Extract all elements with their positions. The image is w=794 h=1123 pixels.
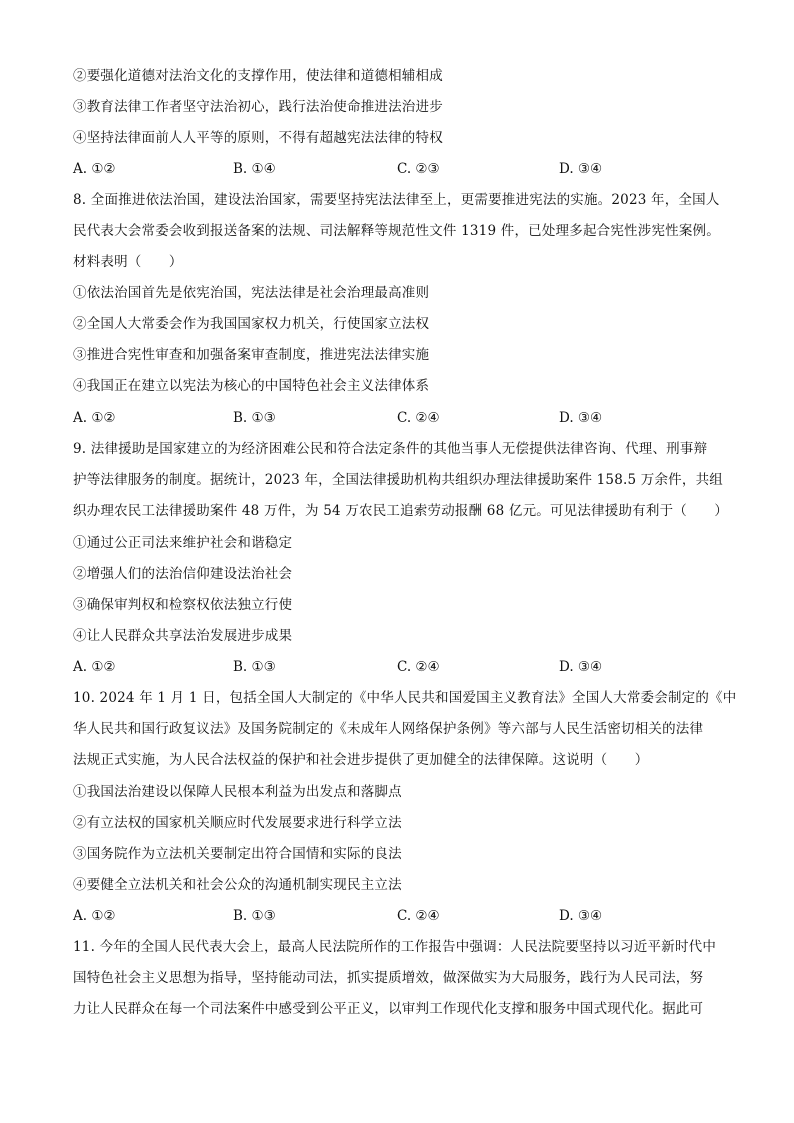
q10-item-1: ①我国法治建设以保障人民根本利益为出发点和落脚点 bbox=[73, 784, 402, 800]
q10-option-a: A. ①② bbox=[73, 908, 116, 924]
q11-stem-line-3: 力让人民群众在每一个司法案件中感受到公平正义，以审判工作现代化支撑和服务中国式现代化。据此可 bbox=[73, 1001, 704, 1017]
q7-item-3: ③教育法律工作者坚守法治初心，践行法治使命推进法治进步 bbox=[73, 99, 443, 115]
q10-options bbox=[73, 906, 733, 926]
q9-item-1: ①通过公正司法来维护社会和谐稳定 bbox=[73, 535, 293, 551]
q9-item-2: ②增强人们的法治信仰建设法治社会 bbox=[73, 566, 293, 582]
q7-item-4: ④坚持法律面前人人平等的原则，不得有超越宪法法律的特权 bbox=[73, 130, 443, 146]
q7-option-c: C. ②③ bbox=[397, 161, 440, 177]
q9-option-c: C. ②④ bbox=[397, 659, 440, 675]
q10-item-2: ②有立法权的国家机关顺应时代发展要求进行科学立法 bbox=[73, 815, 402, 831]
q7-option-b: B. ①④ bbox=[233, 161, 276, 177]
q8-item-1: ①依法治国首先是依宪治国，宪法法律是社会治理最高准则 bbox=[73, 285, 430, 301]
q9-option-d: D. ③④ bbox=[559, 659, 603, 675]
q10-option-d: D. ③④ bbox=[559, 908, 603, 924]
q11-stem-line-2: 国特色社会主义思想为指导，坚持能动司法，抓实提质增效，做深做实为大局服务，践行为人民司法，努 bbox=[73, 970, 704, 986]
q11-stem-line-1: 11. 今年的全国人民代表大会上，最高人民法院所作的工作报告中强调：人民法院要坚持以习近平新时代中 bbox=[73, 939, 717, 955]
q8-option-a: A. ①② bbox=[73, 410, 116, 426]
q8-stem-line-3: 材料表明（ ） bbox=[73, 254, 183, 270]
q8-item-3: ③推进合宪性审查和加强备案审查制度，推进宪法法律实施 bbox=[73, 347, 430, 363]
q10-item-3: ③国务院作为立法机关要制定出符合国情和实际的良法 bbox=[73, 846, 402, 862]
q8-stem-line-2: 民代表大会常委会收到报送备案的法规、司法解释等规范性文件 1319 件，已处理多起合宪性涉宪性案例。 bbox=[73, 223, 720, 239]
q10-option-b: B. ①③ bbox=[233, 908, 276, 924]
q9-option-b: B. ①③ bbox=[233, 659, 276, 675]
q8-option-b: B. ①③ bbox=[233, 410, 276, 426]
q7-options bbox=[73, 159, 733, 179]
q8-option-d: D. ③④ bbox=[559, 410, 603, 426]
q7-item-2: ②要强化道德对法治文化的支撑作用，使法律和道德相辅相成 bbox=[73, 68, 443, 84]
q10-stem-line-3: 法规正式实施，为人民合法权益的保护和社会进步提供了更加健全的法律保障。这说明（ ） bbox=[73, 752, 649, 768]
q8-stem-line-1: 8. 全面推进依法治国，建设法治国家，需要坚持宪法法律至上，更需要推进宪法的实施。2023 年，全国人 bbox=[73, 192, 720, 208]
q10-stem-line-1: 10. 2024 年 1 月 1 日，包括全国人大制定的《中华人民共和国爱国主义教育法》全国人大常委会制定的《中 bbox=[73, 690, 737, 706]
q7-option-a: A. ①② bbox=[73, 161, 116, 177]
q8-options bbox=[73, 408, 733, 428]
q9-item-3: ③确保审判权和检察权依法独立行使 bbox=[73, 597, 293, 613]
q9-stem-line-1: 9. 法律援助是国家建立的为经济困难公民和符合法定条件的其他当事人无偿提供法律咨询、代理、刑事辩 bbox=[73, 441, 708, 457]
q10-item-4: ④要健全立法机关和社会公众的沟通机制实现民主立法 bbox=[73, 877, 402, 893]
q8-option-c: C. ②④ bbox=[397, 410, 440, 426]
q10-stem-line-2: 华人民共和国行政复议法》及国务院制定的《未成年人网络保护条例》等六部与人民生活密切相关的法律 bbox=[73, 721, 704, 737]
q9-option-a: A. ①② bbox=[73, 659, 116, 675]
q8-item-4: ④我国正在建立以宪法为核心的中国特色社会主义法律体系 bbox=[73, 378, 430, 394]
q9-item-4: ④让人民群众共享法治发展进步成果 bbox=[73, 628, 293, 644]
q10-option-c: C. ②④ bbox=[397, 908, 440, 924]
q9-options bbox=[73, 657, 733, 677]
q7-option-d: D. ③④ bbox=[559, 161, 603, 177]
q9-stem-line-3: 织办理农民工法律援助案件 48 万件，为 54 万农民工追索劳动报酬 68 亿元。可见法律援助有利于（ ） bbox=[73, 503, 729, 519]
q8-item-2: ②全国人大常委会作为我国国家权力机关，行使国家立法权 bbox=[73, 316, 430, 332]
q9-stem-line-2: 护等法律服务的制度。据统计，2023 年，全国法律援助机构共组织办理法律援助案件 158.5 万余件，共组 bbox=[73, 472, 723, 488]
